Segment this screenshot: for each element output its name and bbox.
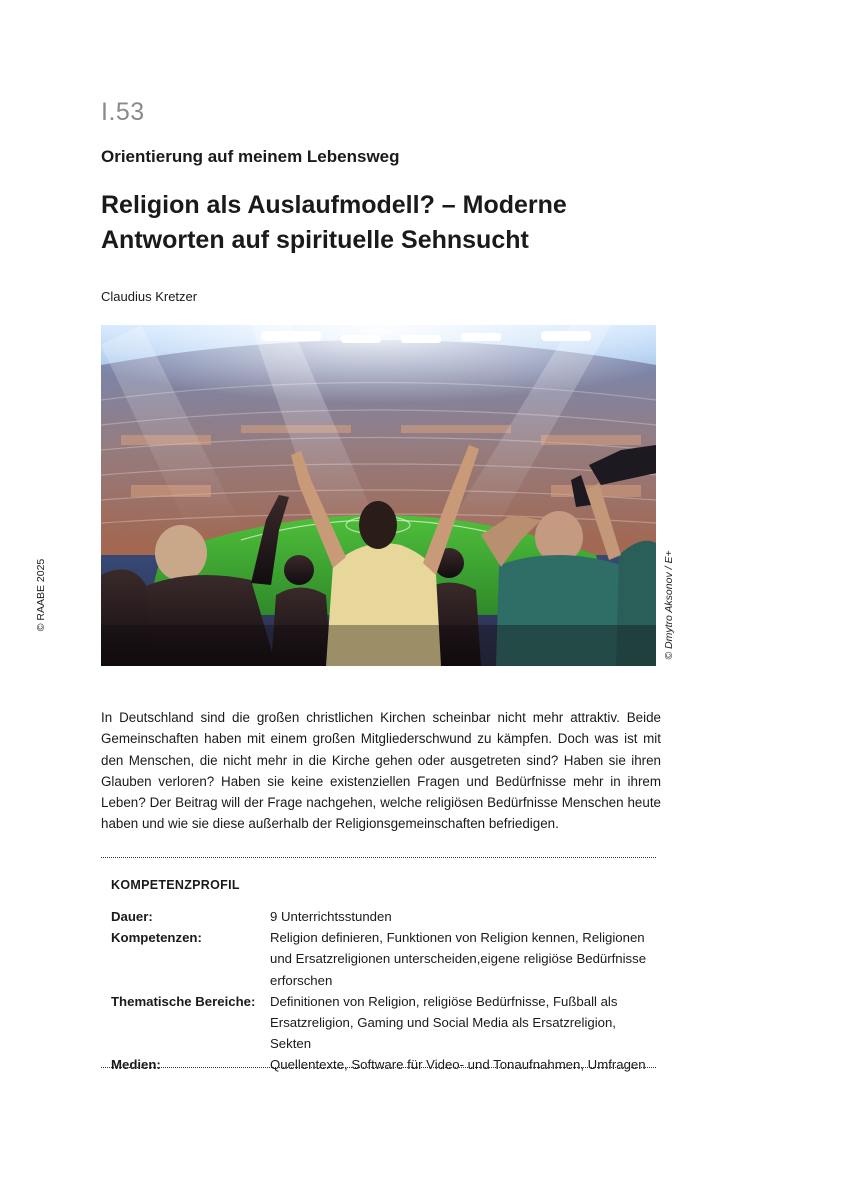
profile-value: Definitionen von Religion, religiöse Bedürfnisse, Fußball als Ersatzreligion, Gaming und Social Media als Ersatzreligion, Sekten [270, 993, 618, 1052]
profile-value: 9 Unterrichtsstunden [270, 909, 392, 924]
profile-row-duration [111, 906, 651, 927]
competence-profile [111, 906, 651, 1076]
divider-top [101, 857, 656, 858]
intro-paragraph: In Deutschland sind die großen christlichen Kirchen scheinbar nicht mehr attraktiv. Beide Gemeinschaften haben mit einem großen Mitgliederschwund zu kämpfen. Doch was ist mit den Menschen, die nicht mehr in die Kirche gehen oder ausgetreten sind? Haben sie ihren Glauben verloren? Haben sie keine existenziellen Fragen und Bedürfnisse mehr in ihrem Leben? Der Beitrag will der Frage nachgehen, welche religiösen Bedürfnisse Menschen heute haben und wie sie diese außerhalb der Religionsgemeinschaften befriedigen. [101, 710, 661, 832]
profile-row-competences [111, 927, 651, 991]
profile-heading: KOMPETENZPROFIL [111, 878, 240, 892]
stadium-photo [101, 325, 656, 666]
copyright-notice [34, 555, 48, 635]
image-credit [662, 540, 676, 670]
copyright-text: © RAABE 2025 [35, 558, 47, 632]
unit-code: I.53 [101, 98, 145, 126]
divider-bottom [101, 1067, 656, 1068]
profile-label: Medien: [111, 1057, 161, 1073]
title-line-2: Antworten auf spirituelle Sehnsucht [101, 226, 529, 254]
title-line-1: Religion als Auslaufmodell? – Moderne [101, 191, 567, 219]
profile-value: Religion definieren, Funktionen von Religion kennen, Religionen und Ersatzreligionen unterscheiden,eigene religiöse Bedürfnisse erforschen [270, 930, 647, 988]
profile-row-topics [111, 991, 651, 1055]
profile-label: Kompetenzen: [111, 930, 202, 946]
series-title: Orientierung auf meinem Lebensweg [101, 147, 400, 166]
profile-row-media [111, 1054, 651, 1075]
profile-label: Thematische Bereiche: [111, 993, 256, 1009]
author-name: Claudius Kretzer [101, 289, 198, 304]
image-credit-text: © Dmytro Aksonov / E+ [663, 550, 675, 660]
profile-label: Dauer: [111, 909, 153, 924]
page-title [101, 188, 661, 258]
profile-value: Quellentexte, Software für Video- und Tonaufnahmen, Umfragen [270, 1057, 646, 1073]
